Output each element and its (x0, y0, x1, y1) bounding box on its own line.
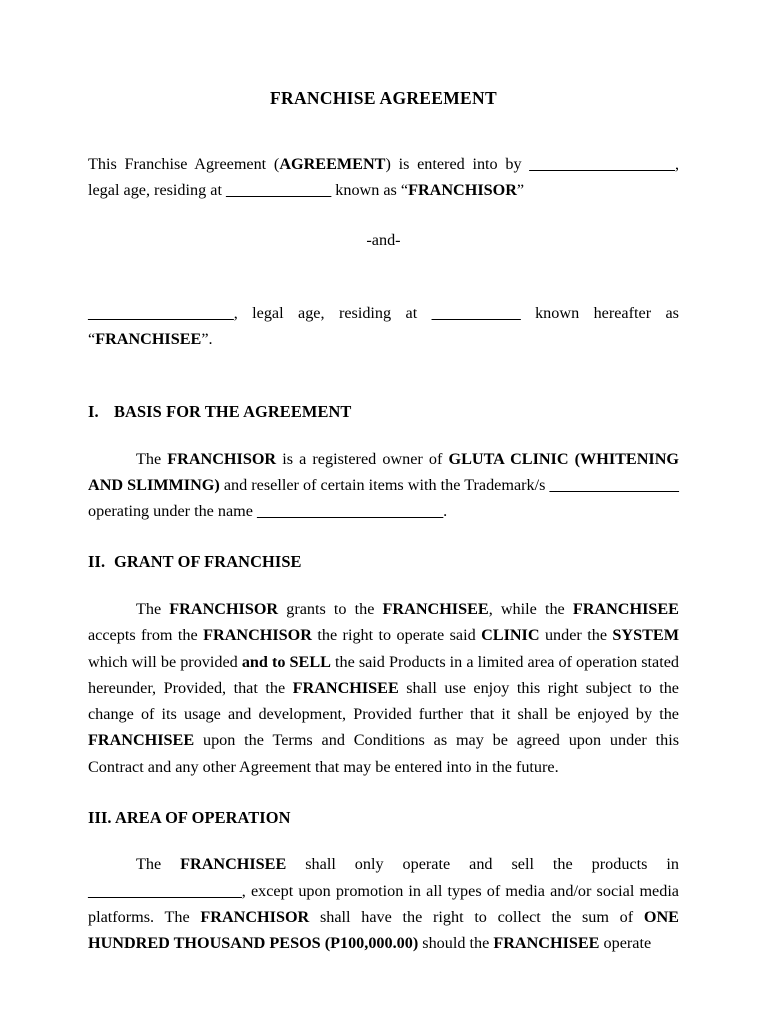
intro-after-address: known as “ (331, 181, 409, 200)
blank-fill-line: ___________________ (88, 881, 242, 900)
body-text: , while the (488, 600, 573, 619)
body-text: The (136, 855, 181, 874)
spacer (88, 425, 679, 446)
spacer (88, 203, 679, 227)
section-number: II. (88, 552, 106, 572)
body-text: and reseller of certain items with the Trademark/s (219, 476, 550, 495)
body-text: shall have the right to collect the sum of (309, 907, 644, 926)
spacer (88, 254, 679, 300)
blank-fill-line: _______________________ (257, 502, 444, 521)
spacer (88, 830, 679, 851)
section-number: I. (88, 402, 99, 422)
franchisee-after-blank: , legal age, residing at (233, 303, 432, 322)
emphasis-term: FRANCHISEE (382, 600, 489, 619)
spacer (88, 109, 679, 151)
body-text: The (136, 449, 168, 468)
body-text: The (136, 600, 170, 619)
blank-franchisee-name: __________________ (88, 303, 234, 322)
emphasis-term: FRANCHISOR (169, 600, 279, 619)
body-text: the said Products in a limited area of operation stated hereunder, Provided, that the (88, 652, 679, 697)
page-title: FRANCHISE AGREEMENT (270, 88, 497, 108)
franchisee-after-address: known hereafter as “ (88, 303, 679, 348)
blank-franchisor-address: _____________ (226, 181, 332, 200)
franchisee-term: FRANCHISEE (95, 329, 202, 348)
section-heading-area-of-operation (88, 806, 679, 831)
franchisor-term: FRANCHISOR (408, 181, 517, 200)
intro-closing-quote: ” (516, 181, 525, 200)
emphasis-term: FRANCHISEE (493, 934, 600, 953)
emphasis-term: GLUTA CLINIC (WHITENING AND SLIMMING) (88, 449, 679, 495)
body-text: shall only operate and sell the products in (286, 855, 679, 874)
spacer (88, 575, 679, 596)
body-text: the right to operate said (311, 626, 482, 645)
section-heading-text: BASIS FOR THE AGREEMENT (114, 402, 352, 422)
body-text: under the (539, 626, 613, 645)
emphasis-term: FRANCHISEE (572, 600, 679, 619)
body-text: accepts from the (88, 626, 204, 645)
section-heading-basis-for-the-agreement (88, 400, 679, 425)
emphasis-term: FRANCHISOR (167, 449, 277, 468)
body-text: which will be provided (88, 652, 242, 671)
conjunction-and: -and- (366, 231, 401, 250)
section-heading-grant-of-franchise (88, 550, 679, 575)
document-content (88, 0, 679, 956)
spacer (88, 352, 679, 400)
body-text: is a registered owner of (276, 449, 449, 468)
section-heading-text: AREA OF OPERATION (114, 807, 291, 827)
emphasis-term: FRANCHISOR (200, 907, 310, 926)
emphasis-term: ONE HUNDRED THOUSAND PESOS (P100,000.00) (88, 907, 679, 953)
body-text: upon the Terms and Conditions as may be agreed upon under this Contract and any other Agreement that may be entered into in the future. (88, 731, 679, 776)
blank-franchisor-name: __________________ (529, 155, 675, 173)
body-text: should the (418, 934, 494, 953)
body-text: . (443, 502, 448, 521)
section-body-basis-for-the-agreement (88, 446, 679, 525)
spacer (88, 524, 679, 550)
franchisee-closing: ”. (201, 329, 213, 348)
emphasis-term: FRANCHISEE (180, 855, 287, 874)
section-number: III. (88, 807, 112, 827)
spacer (88, 780, 679, 806)
blank-franchisee-address: ___________ (431, 303, 521, 322)
emphasis-term: SYSTEM (612, 626, 679, 645)
section-heading-text: GRANT OF FRANCHISE (114, 552, 302, 572)
emphasis-term: and to SELL (241, 652, 331, 671)
emphasis-term: FRANCHISEE (292, 678, 399, 697)
body-text: , except upon promotion in all types of media and/or social media platforms. The (88, 881, 679, 926)
section-body-area-of-operation (88, 851, 679, 956)
blank-fill-line: ________________ (549, 476, 679, 495)
franchisee-party-paragraph (88, 300, 679, 352)
section-body-grant-of-franchise (88, 596, 679, 780)
agreement-term: AGREEMENT (279, 155, 386, 173)
intro-after-term: ) is entered into by (385, 155, 530, 173)
body-text: shall use enjoy this right subject to the change of its usage and development, Provided further that it shall be enjoyed by the (88, 678, 679, 724)
intro-after-blank: , legal age, residing at (88, 155, 680, 200)
body-text: grants to the (278, 600, 383, 619)
emphasis-term: FRANCHISOR (203, 626, 312, 645)
emphasis-term: FRANCHISEE (88, 731, 195, 750)
sections-container (88, 400, 679, 956)
body-text: operating under the name (88, 502, 258, 521)
body-text: operate (599, 934, 652, 953)
emphasis-term: CLINIC (481, 626, 540, 645)
intro-lead: This Franchise Agreement ( (88, 155, 280, 173)
intro-paragraph (88, 151, 679, 203)
